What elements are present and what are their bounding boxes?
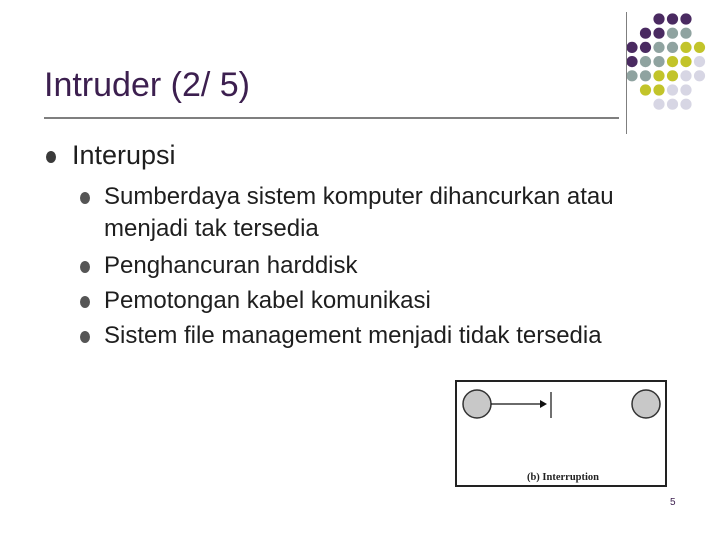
decorative-dot: [626, 42, 637, 53]
decorative-dot: [667, 70, 678, 81]
bullet-text-1b: menjadi tak tersedia: [104, 215, 319, 242]
bullet-icon: [46, 151, 56, 163]
sub-bullet-icon: [80, 296, 90, 308]
decorative-dot: [640, 56, 651, 67]
decorative-dot: [653, 28, 664, 39]
sub-bullet-icon: [80, 261, 90, 273]
sub-bullet-icon: [80, 192, 90, 204]
sub-bullet-icon: [80, 331, 90, 343]
decorative-dot: [680, 84, 691, 95]
decorative-dot: [653, 42, 664, 53]
decorative-dot: [680, 56, 691, 67]
decorative-dot: [640, 84, 651, 95]
bullet-text-2: Penghancuran harddisk: [104, 252, 358, 279]
bullet-text-4: Sistem file management menjadi tidak tersedia: [104, 322, 602, 349]
decorative-dot: [667, 84, 678, 95]
bullet-text-3: Pemotongan kabel komunikasi: [104, 287, 431, 314]
decorative-dot: [640, 28, 651, 39]
vertical-divider: [626, 12, 627, 134]
decorative-dot: [653, 99, 664, 110]
decorative-dot: [694, 56, 705, 67]
decorative-dot: [680, 13, 691, 24]
slide-title: Intruder (2/ 5): [44, 66, 250, 104]
decorative-dot: [694, 70, 705, 81]
decorative-dot: [680, 99, 691, 110]
decorative-dot: [640, 42, 651, 53]
decorative-dot: [653, 13, 664, 24]
decorative-dot: [653, 56, 664, 67]
decorative-dot: [680, 70, 691, 81]
interruption-figure: [455, 380, 667, 487]
heading-interupsi: Interupsi: [72, 140, 176, 170]
decorative-dot: [667, 99, 678, 110]
decorative-dot: [667, 28, 678, 39]
title-underline: [44, 117, 619, 119]
decorative-dot: [667, 42, 678, 53]
decorative-dot: [667, 13, 678, 24]
decorative-dot: [694, 42, 705, 53]
decorative-dot: [667, 56, 678, 67]
source-node-circle: [463, 390, 491, 418]
destination-node-circle: [632, 390, 660, 418]
decorative-dot: [640, 70, 651, 81]
arrow-head-icon: [540, 400, 547, 408]
decorative-dot: [680, 42, 691, 53]
interruption-diagram: [457, 382, 665, 485]
decorative-dot: [626, 56, 637, 67]
bullet-text-1a: Sumberdaya sistem komputer dihancurkan atau: [104, 183, 614, 210]
page-number: 5: [670, 497, 676, 508]
decorative-dot: [653, 84, 664, 95]
decorative-dot: [680, 28, 691, 39]
decorative-dot: [626, 70, 637, 81]
figure-caption: (b) Interruption: [526, 472, 600, 483]
decorative-dot: [653, 70, 664, 81]
